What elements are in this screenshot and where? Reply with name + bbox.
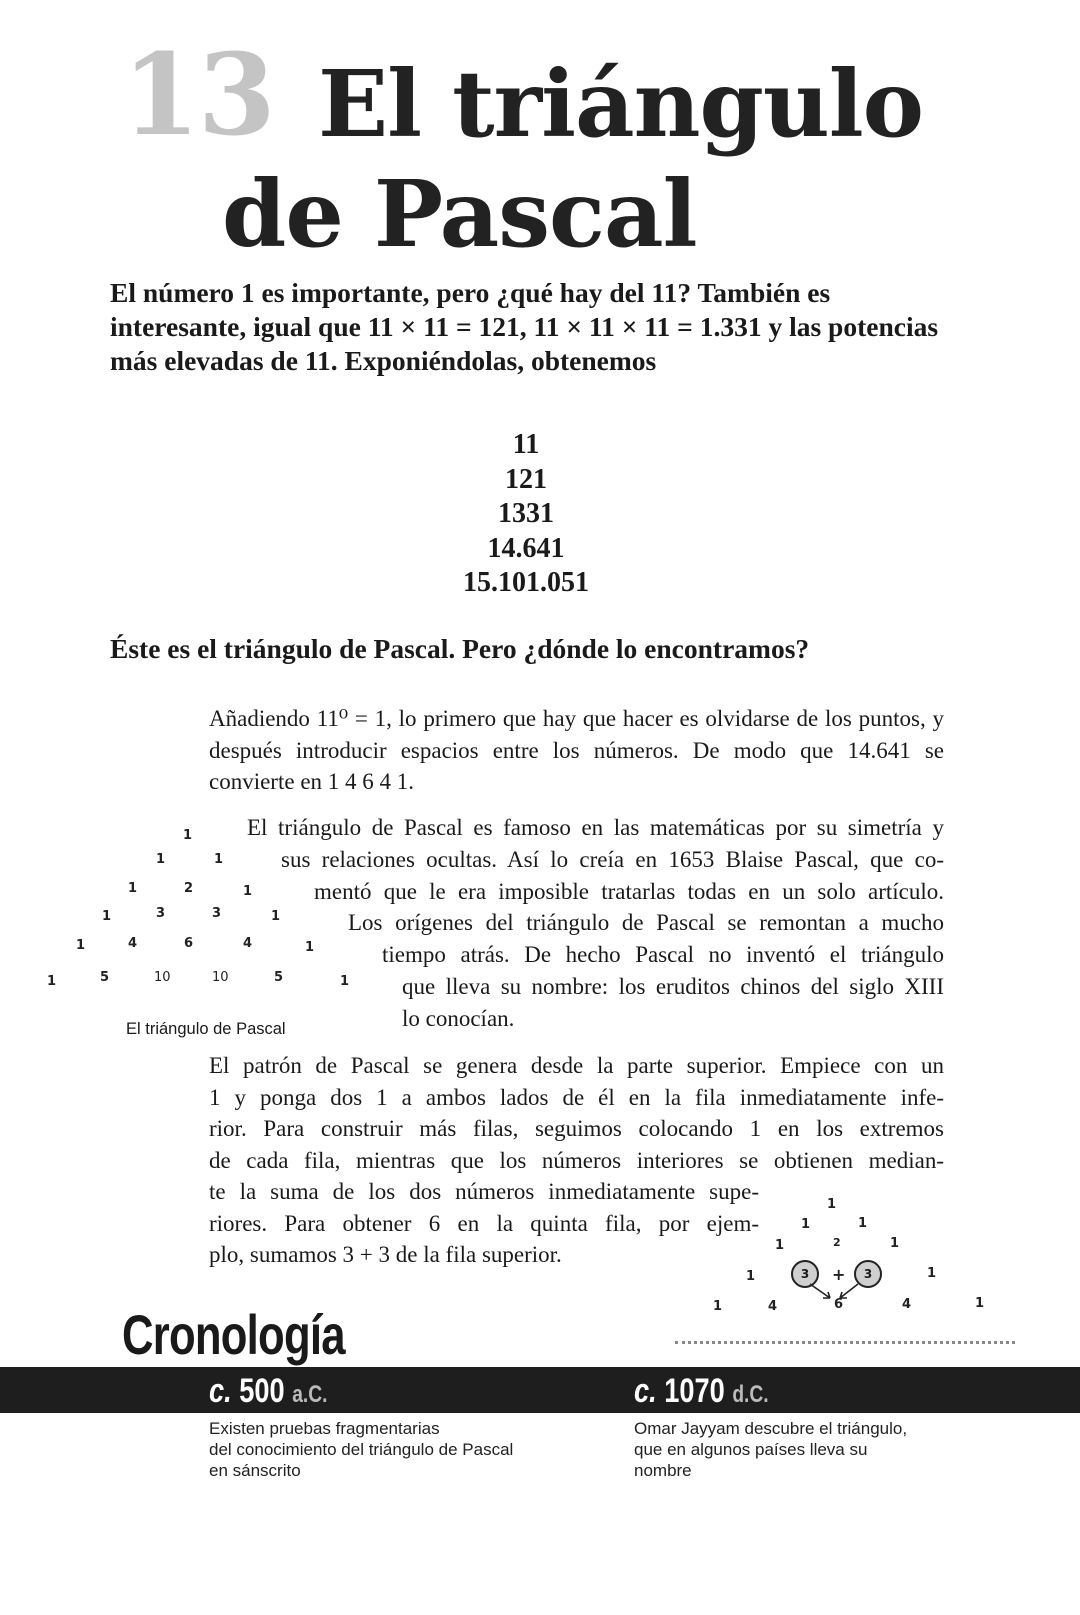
triangle-number: 10 xyxy=(154,970,171,985)
text-line: sus relaciones ocultas. Así lo creía en 1653 Blaise Pascal, que co- xyxy=(281,847,944,872)
dotted-divider xyxy=(675,1341,1015,1344)
triangle-number: 4 xyxy=(902,1297,912,1312)
triangle-number: 6 xyxy=(834,1297,844,1312)
circa-label: c. xyxy=(209,1372,232,1410)
timeline-entry-text xyxy=(209,1418,513,1481)
triangle-number: 5 xyxy=(100,970,110,985)
text-line: de cada fila, mientras que los números interiores se obtienen median- xyxy=(209,1147,944,1173)
era: a.C. xyxy=(292,1381,328,1408)
text-line: lo conocían. xyxy=(402,1006,515,1031)
triangle-number: 1 xyxy=(305,940,315,955)
power: 1331 xyxy=(498,498,554,529)
triangle-number: 1 xyxy=(271,909,281,924)
text-line: tiempo atrás. De hecho Pascal no inventó el triángulo xyxy=(382,942,944,967)
triangle-number: 1 xyxy=(128,881,138,896)
triangle-number: 3 xyxy=(156,906,166,921)
triangle-number: 1 xyxy=(975,1296,985,1311)
text-line: rior. Para construir más filas, seguimos colocando 1 en los extremos xyxy=(209,1116,944,1141)
power: 15.101.051 xyxy=(463,567,589,598)
text-line: del conocimiento del triángulo de Pascal xyxy=(209,1440,514,1459)
timeline-heading: Cronología xyxy=(122,1303,345,1366)
triangle-number: 10 xyxy=(212,970,229,985)
triangle-number: 1 xyxy=(713,1299,723,1314)
text-line: nombre xyxy=(634,1461,692,1480)
power: 14.641 xyxy=(487,532,565,564)
triangle-number: 2 xyxy=(184,881,194,896)
text-line: 1 y ponga dos 1 a ambos lados de él en la fila inmediatamente infe- xyxy=(209,1084,944,1110)
circa-label: c. xyxy=(634,1372,657,1410)
triangle-number: 3 xyxy=(212,906,222,921)
triangle-number: 1 xyxy=(746,1269,756,1284)
text-line: Existen pruebas fragmentarias xyxy=(209,1419,440,1438)
chapter-title-line2: de Pascal xyxy=(222,160,697,268)
triangle-number: 1 xyxy=(890,1236,900,1251)
timeline-bar xyxy=(0,1367,1080,1413)
triangle-number: 1 xyxy=(801,1217,811,1232)
timeline-date xyxy=(634,1372,769,1411)
triangle-number: 4 xyxy=(768,1299,778,1314)
text-line: El patrón de Pascal se genera desde la parte superior. Empiece con un xyxy=(209,1053,944,1078)
text-line: riores. Para obtener 6 en la quinta fila, por ejem- xyxy=(209,1210,759,1236)
triangle-number: 1 xyxy=(156,852,166,867)
power: 11 xyxy=(512,429,540,460)
text-line: que en algunos países lleva su xyxy=(634,1440,868,1459)
era: d.C. xyxy=(732,1381,769,1408)
triangle-number: 6 xyxy=(184,936,194,951)
highlighted-number: 3 xyxy=(791,1260,819,1288)
triangle-number: 4 xyxy=(243,936,253,951)
paragraph-1: Añadiendo 11⁰ = 1, lo primero que hay que hacer es olvidarse de los puntos, y después introducir espacios entre los números. De modo que 14.641 se convierte en 1 4 6 4 1. xyxy=(209,706,944,794)
chapter-title-line1: El triángulo xyxy=(318,50,924,158)
triangle-number: 1 xyxy=(340,974,350,989)
triangle-number: 1 xyxy=(214,852,224,867)
text-line: plo, sumamos 3 + 3 de la fila superior. xyxy=(209,1242,562,1267)
powers-of-eleven xyxy=(0,428,1052,601)
year: 1070 xyxy=(664,1372,725,1410)
triangle-number: 4 xyxy=(128,936,138,951)
plus-sign: + xyxy=(832,1265,846,1284)
power: 121 xyxy=(505,463,547,495)
triangle-number: 5 xyxy=(274,970,284,985)
section-question: Éste es el triángulo de Pascal. Pero ¿dónde lo encontramos? xyxy=(110,633,810,664)
text-line: que lleva su nombre: los eruditos chinos del siglo XIII xyxy=(402,974,944,999)
triangle-number: 1 xyxy=(102,909,112,924)
triangle-number: 1 xyxy=(775,1238,785,1253)
triangle-number: 1 xyxy=(858,1216,868,1231)
text-line: El triángulo de Pascal es famoso en las matemáticas por su simetría y xyxy=(247,815,944,840)
triangle-number: 1 xyxy=(47,974,57,989)
text-line: mentó que le era imposible tratarlas todas en un solo artículo. xyxy=(314,879,944,904)
triangle-number: 1 xyxy=(76,938,86,953)
highlighted-number: 3 xyxy=(854,1260,882,1288)
triangle-number: 1 xyxy=(927,1266,937,1281)
intro-paragraph: El número 1 es importante, pero ¿qué hay del 11? También es interesante, igual que 11 × 11 = 121, 11 × 11 × 11 = 1.331 y las potencias más elevadas de 11. Exponiéndolas, obtenemos xyxy=(110,277,939,376)
chapter-number: 13 xyxy=(122,30,274,161)
text-line: en sánscrito xyxy=(209,1461,301,1480)
triangle-number: 1 xyxy=(827,1197,837,1212)
triangle-number: 1 xyxy=(183,828,193,843)
text-line: te la suma de los dos números inmediatamente supe- xyxy=(209,1179,759,1204)
triangle-number: 1 xyxy=(243,884,253,899)
text-line: Omar Jayyam descubre el triángulo, xyxy=(634,1419,908,1438)
text-line: Los orígenes del triángulo de Pascal se remontan a mucho xyxy=(348,910,944,935)
figure-caption: El triángulo de Pascal xyxy=(126,1020,286,1038)
year: 500 xyxy=(239,1372,285,1410)
arrows-icon xyxy=(800,1280,870,1304)
timeline-date xyxy=(209,1372,327,1411)
timeline-entry-text xyxy=(634,1418,907,1481)
triangle-number: 2 xyxy=(833,1236,841,1249)
